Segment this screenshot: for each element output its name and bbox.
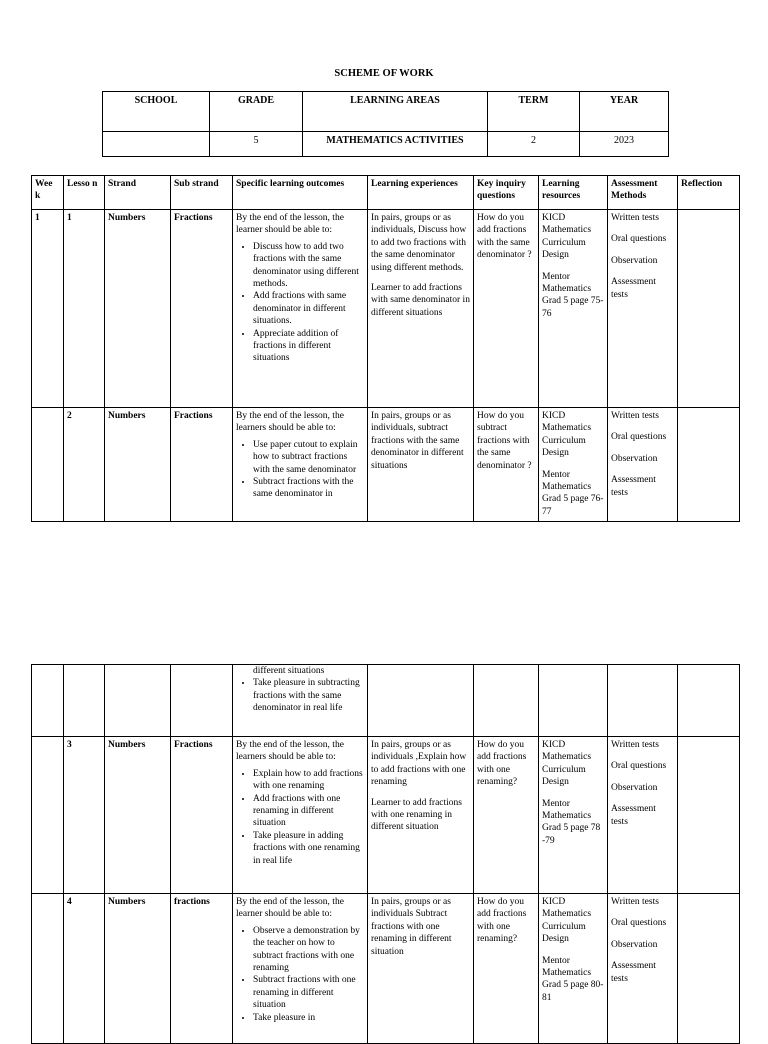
resource-text: KICD Mathematics Curriculum Design [542,213,592,261]
inquiry-cell: How do you add fractions with the same denominator ? [474,210,539,408]
experience-text: Learner to add fractions with one renaming in different situation [371,797,462,833]
outcome-item: • Appreciate addition of fractions in different situations [253,328,364,365]
outcomes-intro: By the end of the lesson, the learners should be able to: [236,411,344,434]
info-header-school: SCHOOL [103,92,210,132]
week-cell [32,665,64,737]
inquiry-cell: How do you add fractions with one renaming? [474,894,539,1044]
sub-strand-cell: Fractions [171,210,233,408]
outcome-item: • Add fractions with one renaming in different situation [253,793,364,830]
assessment-item: Written tests [611,897,659,907]
week-cell [32,408,64,522]
strand-cell: Numbers [105,408,171,522]
strand-cell: Numbers [105,737,171,894]
assessment-cell [608,210,678,408]
experiences-cell [368,894,474,1044]
outcome-item: • Explain how to add fractions with one renaming [253,768,364,793]
strand-cell: Numbers [105,894,171,1044]
resources-cell [539,894,608,1044]
lesson-cell: 3 [64,737,105,894]
strand-cell [105,665,171,737]
outcomes-list [236,677,364,714]
info-header-term: TERM [488,92,580,132]
col-header-experiences: Learning experiences [368,176,474,210]
assessment-item: Observation [611,453,658,464]
info-school-value [103,132,210,157]
inquiry-cell [474,665,539,737]
reflection-cell [678,737,740,894]
table-row [32,737,740,894]
col-header-lesson: Lesso n [64,176,105,210]
resources-cell [539,210,608,408]
resources-cell [539,737,608,894]
outcome-item: • Take pleasure in [253,1012,364,1024]
outcomes-list [236,241,364,365]
week-cell [32,737,64,894]
assessment-item: Observation [611,255,658,266]
assessment-item: Written tests [611,740,659,750]
inquiry-cell: How do you subtract fractions with the same denominator ? [474,408,539,522]
col-header-inquiry: Key inquiry questions [474,176,539,210]
outcomes-list [236,768,364,867]
table-row [32,408,740,522]
outcomes-cell [233,665,368,737]
outcomes-intro: By the end of the lesson, the learner should be able to: [236,213,344,236]
col-header-outcomes: Specific learning outcomes [233,176,368,210]
outcome-continued: different situations [253,666,325,676]
outcome-item: • Observe a demonstration by the teacher on how to subtract fractions with one renaming [253,925,364,975]
assessment-item: Oral questions [611,432,667,443]
col-header-strand: Strand [105,176,171,210]
week-cell: 1 [32,210,64,408]
resources-cell [539,665,608,737]
resource-text: Mentor Mathematics Grad 5 page 76-77 [542,469,604,517]
info-term-value: 2 [488,132,580,157]
col-header-assessment: Assessment Methods [608,176,678,210]
assessment-cell [608,894,678,1044]
assessment-item: Assessment tests [611,475,656,498]
col-header-reflection: Reflection [678,176,740,210]
assessment-item: Assessment tests [611,277,656,300]
outcome-item: • Subtract fractions with the same denominator in [253,476,364,501]
strand-cell: Numbers [105,210,171,408]
experiences-cell [368,210,474,408]
experiences-cell [368,408,474,522]
lesson-cell [64,665,105,737]
outcomes-cell [233,894,368,1044]
experience-text: In pairs, groups or as individuals ,Explain how to add fractions with one renaming [371,740,467,788]
outcomes-list [236,925,364,1024]
assessment-cell [608,408,678,522]
info-grade-value: 5 [210,132,303,157]
assessment-cell [608,737,678,894]
outcomes-cell [233,737,368,894]
reflection-cell [678,894,740,1044]
resource-text: Mentor Mathematics Grad 5 page 75-76 [542,271,604,319]
assessment-item: Observation [611,782,658,793]
assessment-item: Written tests [611,411,659,421]
info-header-learning-areas: LEARNING AREAS [303,92,488,132]
table-row [32,665,740,737]
lesson-cell: 2 [64,408,105,522]
experience-text: Learner to add fractions with same denominator in different situations [371,283,470,318]
info-header-year: YEAR [580,92,669,132]
col-header-resources: Learning resources [539,176,608,210]
outcome-item: • Take pleasure in adding fractions with one renaming in real life [253,830,364,867]
sub-strand-cell: fractions [171,894,233,1044]
resource-text: KICD Mathematics Curriculum Design [542,411,592,459]
experiences-cell [368,665,474,737]
resources-cell [539,408,608,522]
outcome-item: • Take pleasure in subtracting fractions with the same denominator in real life [253,677,364,714]
outcomes-intro: By the end of the lesson, the learner should be able to: [236,897,344,920]
sub-strand-cell: Fractions [171,737,233,894]
resource-text: Mentor Mathematics Grad 5 page 80-81 [542,955,604,1003]
assessment-cell [608,665,678,737]
assessment-item: Written tests [611,213,659,223]
inquiry-cell: How do you add fractions with one renaming? [474,737,539,894]
outcome-item: • Subtract fractions with one renaming in different situation [253,974,364,1011]
table-row [32,894,740,1044]
sub-strand-cell: Fractions [171,408,233,522]
assessment-item: Assessment tests [611,961,656,984]
outcomes-intro: By the end of the lesson, the learners should be able to: [236,740,344,763]
outcomes-list [236,439,364,501]
outcome-item: • Discuss how to add two fractions with the same denominator using different methods. [253,241,364,291]
resource-text: KICD Mathematics Curriculum Design [542,740,592,788]
experiences-cell [368,737,474,894]
resource-text: Mentor Mathematics Grad 5 page 78 -79 [542,798,601,846]
lesson-cell: 1 [64,210,105,408]
info-year-value: 2023 [580,132,669,157]
experience-text: In pairs, groups or as individuals, subtract fractions with the same denominator in different situations [371,411,464,471]
resource-text: KICD Mathematics Curriculum Design [542,897,592,945]
info-learning-area-value: MATHEMATICS ACTIVITIES [303,132,488,157]
experience-text: In pairs, groups or as individuals, Discuss how to add two fractions with the same denominator using different methods. [371,213,467,273]
table-row [32,210,740,408]
reflection-cell [678,210,740,408]
assessment-item: Oral questions [611,234,667,245]
assessment-item: Observation [611,939,658,950]
col-header-week: Wee k [32,176,64,210]
outcome-item: • Add fractions with same denominator in different situations. [253,290,364,327]
assessment-item: Oral questions [611,761,667,772]
reflection-cell [678,408,740,522]
outcome-item: • Use paper cutout to explain how to subtract fractions with the same denominator [253,439,364,476]
scheme-table-part-1 [31,175,740,522]
lesson-cell: 4 [64,894,105,1044]
document-title: SCHEME OF WORK [334,68,434,79]
assessment-item: Assessment tests [611,804,656,827]
reflection-cell [678,665,740,737]
outcomes-cell [233,210,368,408]
experience-text: In pairs, groups or as individuals Subtract fractions with one renaming in different situation [371,897,452,957]
col-header-sub-strand: Sub strand [171,176,233,210]
week-cell [32,894,64,1044]
info-table [102,91,669,157]
info-header-grade: GRADE [210,92,303,132]
outcomes-cell [233,408,368,522]
scheme-table-part-2 [31,664,740,1044]
sub-strand-cell [171,665,233,737]
assessment-item: Oral questions [611,918,667,929]
